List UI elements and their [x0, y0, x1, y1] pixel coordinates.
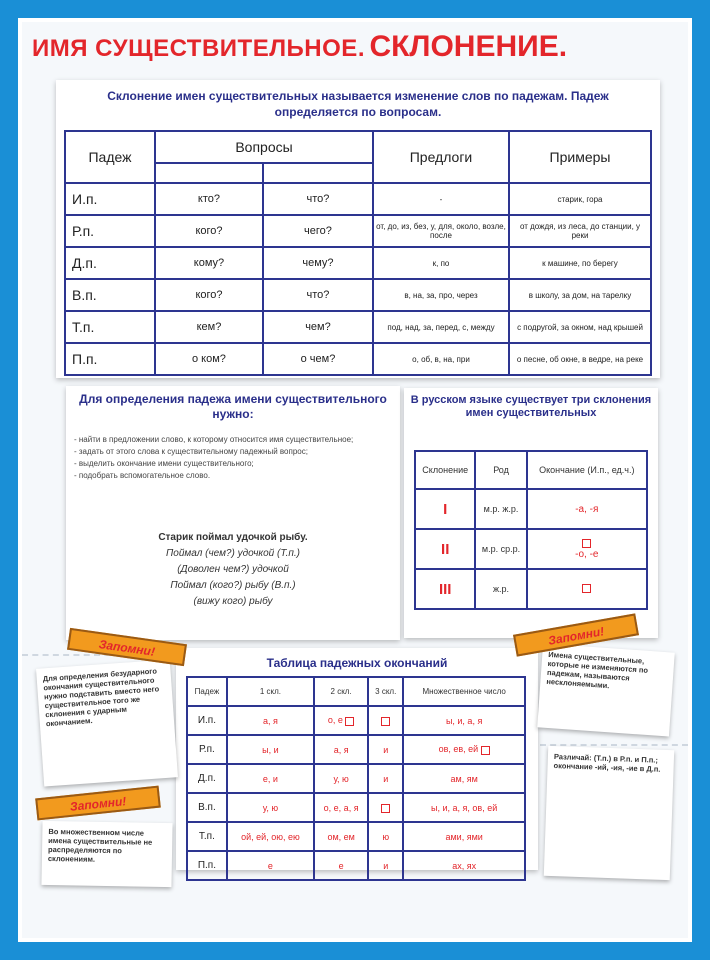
subheader-animate [155, 163, 263, 183]
example-cell: в школу, за дом, на тарелку [509, 279, 651, 311]
ending-cell: и [368, 851, 403, 880]
gender-cell: ж.р. [475, 569, 526, 609]
poster-title [32, 30, 692, 72]
preposition-cell: о, об, в, на, при [373, 343, 509, 375]
case-cell: Р.п. [65, 215, 155, 247]
gender-cell: м.р. ж.р. [475, 489, 526, 529]
note-text: Во множественном числе имена существительные не распределяются по склонениям. [47, 826, 153, 864]
preposition-cell: под, над, за, перед, с, между [373, 311, 509, 343]
table-row [187, 735, 525, 764]
ending-cell: и [368, 764, 403, 793]
endings-heading: Таблица падежных окончаний [266, 656, 448, 670]
question-cell: кого? [155, 279, 263, 311]
example-line: (Доволен чем?) удочкой [177, 564, 289, 575]
table-row [65, 311, 651, 343]
ending-cell: ю [368, 822, 403, 851]
case-panel [56, 80, 660, 378]
ending-cell: о, е, а, я [314, 793, 368, 822]
example-line: (вижу кого) рыбу [193, 596, 273, 607]
zero-ending-icon [345, 717, 354, 726]
table-row [65, 247, 651, 279]
remember-ribbon: Запомни! [513, 613, 639, 656]
table-row [65, 183, 651, 215]
case-cell: И.п. [187, 706, 227, 735]
determine-steps [74, 434, 392, 482]
endings-table [186, 676, 526, 881]
ending-cell: е [227, 851, 314, 880]
ending-cell: ы, и, а, я, ов, ей [403, 793, 525, 822]
list-item: - найти в предложении слово, к которому относится имя существительное; [74, 435, 354, 444]
ending-text: о, е [327, 715, 343, 726]
example-cell: с подругой, за окном, над крышей [509, 311, 651, 343]
note-remember-left-top [36, 659, 178, 786]
question-cell: о ком? [155, 343, 263, 375]
determine-case-panel [66, 386, 400, 640]
ending-cell: а, я [314, 735, 368, 764]
header-declension: Склонение [415, 451, 475, 489]
ending-cell: ам, ям [403, 764, 525, 793]
note-remember-right-top [537, 643, 675, 736]
header-cell: 1 скл. [227, 677, 314, 706]
table-row [65, 279, 651, 311]
ending-text: -о, -е [575, 549, 599, 560]
ending-text: ов, ев, ей [438, 744, 479, 755]
table-row [187, 851, 525, 880]
question-cell: что? [263, 183, 373, 215]
declension-number: II [415, 529, 475, 569]
list-item: - подобрать вспомогательное слово. [74, 471, 211, 480]
case-cell: Т.п. [65, 311, 155, 343]
ending-cell [403, 735, 525, 764]
table-row [415, 529, 647, 569]
remember-ribbon: Запомни! [67, 628, 187, 666]
table-row [65, 343, 651, 375]
example-line: Поймал (кого?) рыбу (В.п.) [170, 580, 296, 591]
question-cell: кому? [155, 247, 263, 279]
ending-cell [527, 529, 647, 569]
determine-heading: Для определения падежа имени существительного нужно: [79, 392, 387, 421]
question-cell: чему? [263, 247, 373, 279]
table-row [187, 793, 525, 822]
question-cell: кем? [155, 311, 263, 343]
case-cell: П.п. [65, 343, 155, 375]
table-row [187, 822, 525, 851]
case-cell: Т.п. [187, 822, 227, 851]
table-row [187, 706, 525, 735]
declension-number: I [415, 489, 475, 529]
case-cell: Р.п. [187, 735, 227, 764]
question-cell: о чем? [263, 343, 373, 375]
preposition-cell: - [373, 183, 509, 215]
case-table [64, 130, 652, 376]
ending-cell [527, 569, 647, 609]
table-row [187, 764, 525, 793]
zero-ending-icon [381, 804, 390, 813]
question-cell: кто? [155, 183, 263, 215]
subheader-inanimate [263, 163, 373, 183]
zero-ending-icon [582, 584, 591, 593]
case-cell: В.п. [187, 793, 227, 822]
note-text: Различай: (Т.п.) в Р.п. и П.п.; окончание -ий, -ия, -ие в Д.п. [553, 752, 661, 774]
question-cell: что? [263, 279, 373, 311]
question-cell: кого? [155, 215, 263, 247]
case-cell: Д.п. [187, 764, 227, 793]
intro-text: Склонение имен существительных называется изменение слов по падежам. Падеж определяется по вопросам. [107, 89, 609, 119]
case-cell: И.п. [65, 183, 155, 215]
case-cell: П.п. [187, 851, 227, 880]
ending-cell: ы, и, а, я [403, 706, 525, 735]
list-item: - выделить окончание имени существительного; [74, 459, 254, 468]
declension-table [414, 450, 648, 610]
question-cell: чего? [263, 215, 373, 247]
note-remember-left-bottom [41, 821, 172, 887]
header-cell: Множественное число [403, 677, 525, 706]
gender-cell: м.р. ср.р. [475, 529, 526, 569]
remember-ribbon: Запомни! [35, 786, 161, 821]
example-cell: старик, гора [509, 183, 651, 215]
title-part-1: ИМЯ СУЩЕСТВИТЕЛЬНОЕ. [32, 35, 365, 62]
header-cell: 2 скл. [314, 677, 368, 706]
example-cell: к машине, по берегу [509, 247, 651, 279]
endings-panel [176, 648, 538, 870]
note-text: Для определения безударного окончания существительного нужно подставить вместо него существительное того же склонения с ударным окончанием. [42, 666, 160, 729]
header-examples: Примеры [509, 131, 651, 183]
preposition-cell: от, до, из, без, у, для, около, возле, после [373, 215, 509, 247]
ending-cell: е [314, 851, 368, 880]
declensions-panel [404, 388, 658, 638]
preposition-cell: к, по [373, 247, 509, 279]
table-row [65, 215, 651, 247]
ending-cell [368, 706, 403, 735]
ending-cell: е, и [227, 764, 314, 793]
ending-cell: и [368, 735, 403, 764]
declension-number: III [415, 569, 475, 609]
table-row [415, 569, 647, 609]
zero-ending-icon [582, 539, 591, 548]
header-ending: Окончание (И.п., ед.ч.) [527, 451, 647, 489]
ending-cell: у, ю [314, 764, 368, 793]
list-item: - задать от этого слова к существительному падежный вопрос; [74, 447, 308, 456]
title-part-2: СКЛОНЕНИЕ. [369, 30, 568, 63]
table-row [415, 489, 647, 529]
preposition-cell: в, на, за, про, через [373, 279, 509, 311]
zero-ending-icon [481, 746, 490, 755]
example-block [74, 530, 392, 610]
note-text: Имена существительные, которые не изменяются по падежам, называются несклоняемыми. [546, 649, 649, 691]
header-gender: Род [475, 451, 526, 489]
example-line: Поймал (чем?) удочкой (Т.п.) [166, 548, 300, 559]
example-sentence: Старик поймал удочкой рыбу. [158, 532, 308, 543]
ending-cell: у, ю [227, 793, 314, 822]
header-cell: Падеж [187, 677, 227, 706]
ending-cell [368, 793, 403, 822]
case-cell: Д.п. [65, 247, 155, 279]
ending-cell: ах, ях [403, 851, 525, 880]
zero-ending-icon [381, 717, 390, 726]
ending-cell [314, 706, 368, 735]
ending-cell: ами, ями [403, 822, 525, 851]
header-questions: Вопросы [155, 131, 373, 163]
ending-cell: ы, и [227, 735, 314, 764]
example-cell: о песне, об окне, в ведре, на реке [509, 343, 651, 375]
note-remember-right-bottom [544, 746, 674, 880]
case-cell: В.п. [65, 279, 155, 311]
question-cell: чем? [263, 311, 373, 343]
header-case: Падеж [65, 131, 155, 183]
ending-cell: -а, -я [527, 489, 647, 529]
ending-cell: ом, ем [314, 822, 368, 851]
ending-cell: а, я [227, 706, 314, 735]
ending-cell: ой, ей, ою, ею [227, 822, 314, 851]
declensions-heading: В русском языке существует три склонения имен существительных [410, 394, 652, 419]
example-cell: от дождя, из леса, до станции, у реки [509, 215, 651, 247]
header-prepositions: Предлоги [373, 131, 509, 183]
header-cell: 3 скл. [368, 677, 403, 706]
